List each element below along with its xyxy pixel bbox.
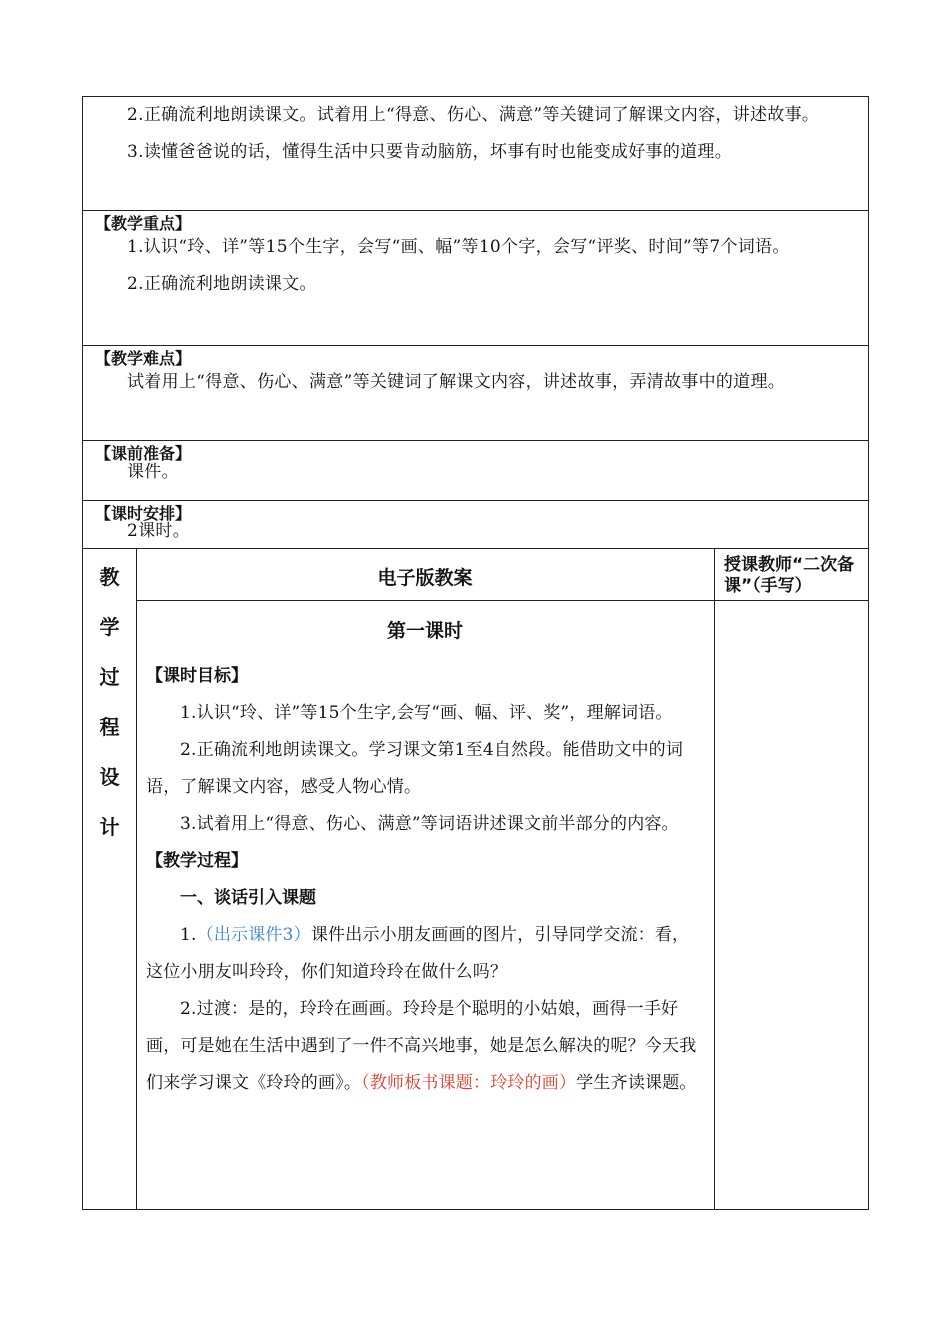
- main-column-header: 电子版教案: [377, 567, 473, 589]
- key-point-item-2: 2.正确流利地朗读课文。: [127, 274, 317, 294]
- key-point-item-1: 1.认识“玲、详”等15个生字，会写“画、幅”等10个字，会写“评奖、时间”等7个词语。: [127, 237, 790, 257]
- lesson-title: 第一课时: [386, 620, 463, 642]
- step-1-text: 课件出示小朋友画画的图片，引导同学交流：看，这位小朋友叫玲玲，你们知道玲玲在做什么吗？: [146, 925, 690, 982]
- difficulties-heading: 【教学难点】: [95, 349, 192, 368]
- difficulties-section: [82, 345, 869, 440]
- step-2-text: 2.过渡：是的，玲玲在画画。玲玲是个聪明的小姑娘，画得一手好画，可是她在生活中遇到了一件不高兴地事，她是怎么解决的呢？今天我们来学习课文《玲玲的画》。: [146, 999, 697, 1093]
- goal-item: 2.正确流利地朗读课文。学习课文第1至4自然段。能借助文中的词语，了解课文内容，感受人物心情。: [146, 740, 684, 797]
- side-char: 设: [99, 765, 120, 789]
- goal-item: 1.认识“玲、详”等15个生字,会写“画、幅、评、奖”，理解词语。: [180, 703, 673, 723]
- preparation-text: 课件。: [127, 462, 179, 482]
- key-points-heading: 【教学重点】: [95, 214, 192, 233]
- courseware-note: （出示课件3）: [196, 925, 311, 945]
- side-char: 过: [99, 665, 120, 689]
- lesson-plan-column: [136, 549, 715, 1209]
- schedule-heading: 【课时安排】: [95, 504, 192, 523]
- blackboard-note: （教师板书课题：玲玲的画）: [361, 1073, 577, 1093]
- process-step-1: [136, 917, 714, 991]
- side-char: 计: [99, 815, 120, 839]
- side-char: 学: [99, 615, 120, 639]
- process-step-2: [136, 991, 714, 1102]
- teacher-notes-column: [714, 549, 868, 1209]
- preparation-heading: 【课前准备】: [95, 444, 192, 463]
- key-points-section: [82, 210, 869, 345]
- step-1-number: 1.: [180, 925, 197, 945]
- lesson-plan-document: [82, 96, 869, 1210]
- objective-item-3: 3.读懂爸爸说的话，懂得生活中只要肯动脑筋，坏事有时也能变成好事的道理。: [127, 142, 733, 162]
- goal-item: 3.试着用上“得意、伤心、满意”等词语讲述课文前半部分的内容。: [180, 814, 679, 834]
- lesson-content: [136, 658, 714, 1102]
- schedule-section: [82, 500, 869, 548]
- objective-item-2: 2.正确流利地朗读课文。试着用上“得意、伤心、满意”等关键词了解课文内容，讲述故事。: [127, 105, 820, 125]
- side-char: 程: [99, 715, 120, 739]
- preparation-section: [82, 440, 869, 500]
- objectives-continued-section: [82, 96, 869, 210]
- schedule-text: 2课时。: [127, 521, 191, 541]
- side-char: 教: [99, 565, 120, 589]
- teaching-process-table: [82, 548, 869, 1210]
- process-side-label: [83, 549, 137, 1209]
- process-heading: 【教学过程】: [146, 851, 248, 871]
- step-2-tail: 学生齐读课题。: [576, 1073, 697, 1093]
- section-1-title: 一、谈话引入课题: [180, 888, 316, 908]
- teacher-notes-header: 授课教师“二次备课”（手写）: [724, 555, 855, 596]
- goals-heading: 【课时目标】: [146, 666, 248, 686]
- difficulties-text: 试着用上“得意、伤心、满意”等关键词了解课文内容，讲述故事，弄清故事中的道理。: [127, 372, 786, 392]
